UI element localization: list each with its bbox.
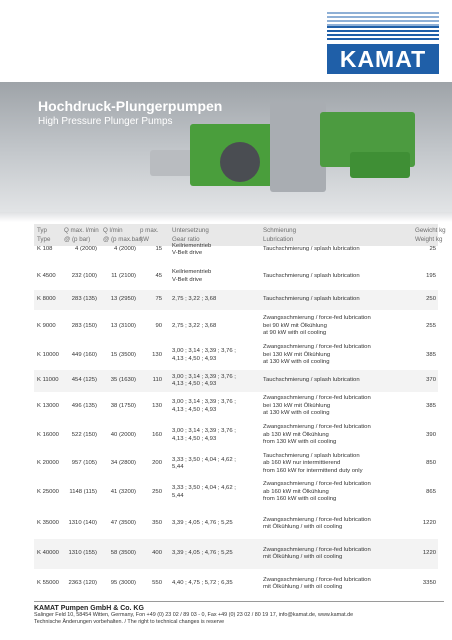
cell-lubrication-line: from 130 kW with oil cooling — [263, 439, 337, 446]
cell-gear-line: 2,75 ; 3,22 ; 3,68 — [172, 322, 217, 329]
cell-qmax: 283 (135) — [71, 296, 97, 302]
cell-gear-line: 4,13 ; 4,50 ; 4,93 — [172, 435, 217, 442]
cell-lubrication-line: Tauchschmierung / splash lubrication — [263, 272, 360, 279]
cell-lubrication-line: Tauchschmierung / splash lubrication — [263, 452, 360, 459]
cell-kw: 400 — [152, 550, 162, 556]
cell-lubrication-line: bei 90 kW mit Ölkühlung — [263, 322, 327, 329]
cell-weight: 1220 — [422, 520, 436, 526]
cell-lubrication-line: Zwangsschmierung / force-fed lubrication — [263, 481, 371, 488]
cell-type: K 25000 — [37, 488, 59, 495]
footer-company: KAMAT Pumpen GmbH & Co. KG — [34, 605, 144, 612]
column-header: Weight kg — [415, 236, 443, 243]
cell-lubrication-line: bei 130 kW mit Ölkühlung — [263, 402, 331, 409]
cell-gear-line: 3,39 ; 4,05 ; 4,76 ; 5,25 — [172, 520, 233, 527]
cell-kw: 550 — [152, 580, 162, 586]
cell-q: 58 (3500) — [110, 550, 136, 556]
pump-image-part — [270, 102, 326, 192]
column-header: Q max. l/min — [64, 227, 99, 234]
cell-weight: 385 — [426, 402, 436, 409]
cell-type: K 108 — [37, 246, 53, 252]
column-header: Typ — [37, 227, 47, 234]
cell-type: K 9000 — [37, 322, 56, 329]
cell-q: 41 (3200) — [110, 488, 136, 495]
cell-type: K 10000 — [37, 351, 59, 358]
cell-lubrication-line: mit Ölkühlung / with oil cooling — [263, 524, 343, 530]
cell-gear-line: 5,44 — [172, 464, 184, 470]
cell-kw: 350 — [152, 520, 162, 526]
cell-type: K 16000 — [37, 431, 59, 438]
footer-note: Technische Änderungen vorbehalten. / The right to technical changes is reserve — [34, 619, 225, 625]
cell-q: 35 (1630) — [110, 377, 136, 383]
cell-gear-line: 3,00 ; 3,14 ; 3,39 ; 3,76 ; — [172, 348, 236, 355]
cell-weight: 370 — [426, 377, 436, 383]
cell-lubrication-line: at 130 kW with oil cooling — [263, 359, 330, 366]
cell-lubrication-line: from 160 kW for intermittend duty only — [263, 467, 363, 474]
cell-gear-line: 4,40 ; 4,75 ; 5,72 ; 6,35 — [172, 580, 233, 587]
cell-type: K 20000 — [37, 460, 59, 466]
cell-weight: 25 — [429, 246, 436, 252]
cell-type: K 35000 — [37, 520, 59, 526]
cell-weight: 390 — [426, 431, 436, 438]
footer-address: Salinger Feld 10, 58454 Witten, Germany, Fon +49 (0) 23 02 / 89 03 - 0, Fax +49 (0) 23 02 / 80 19 17, info@kamat.de, www.kamat.de — [34, 612, 354, 618]
cell-qmax: 957 (105) — [71, 460, 97, 466]
cell-lubrication-line: Zwangsschmierung / force-fed lubrication — [263, 344, 371, 351]
pump-image-part — [220, 142, 260, 182]
cell-q: 13 (2950) — [110, 296, 136, 302]
cell-gear-line: 3,00 ; 3,14 ; 3,39 ; 3,76 ; — [172, 428, 236, 435]
cell-lubrication-line: bei 130 kW mit Ölkühlung — [263, 351, 331, 358]
cell-qmax: 454 (125) — [71, 377, 97, 383]
cell-qmax: 522 (150) — [71, 431, 97, 438]
cell-type: K 13000 — [37, 402, 59, 409]
cell-gear-line: 2,75 ; 3,22 ; 3,68 — [172, 296, 217, 303]
cell-q: 40 (2000) — [110, 431, 136, 438]
column-header: @ (p max.bar) — [103, 236, 143, 243]
cell-qmax: 2363 (120) — [68, 580, 97, 586]
column-header: p max. — [140, 227, 159, 234]
cell-kw: 130 — [152, 351, 162, 358]
cell-kw: 130 — [152, 402, 162, 409]
cell-lubrication-line: ab 160 kW nur intermittierend — [263, 460, 341, 467]
column-header: Untersetzung — [172, 227, 209, 234]
cell-kw: 250 — [152, 488, 162, 495]
column-header: Type — [37, 236, 51, 243]
column-header: Schmierung — [263, 227, 297, 234]
cell-kw: 160 — [152, 431, 162, 438]
page-title: Hochdruck-Plungerpumpen — [38, 98, 223, 114]
cell-lubrication-line: Zwangsschmierung / force-fed lubrication — [263, 424, 371, 431]
column-header: Gewicht kg — [415, 227, 446, 234]
cell-lubrication-line: mit Ölkühlung / with oil cooling — [263, 554, 343, 560]
cell-q: 15 (3500) — [110, 351, 136, 358]
cell-kw: 110 — [152, 377, 162, 383]
cell-qmax: 232 (100) — [71, 272, 97, 279]
cell-q: 13 (3100) — [110, 322, 136, 329]
cell-qmax: 449 (160) — [71, 351, 97, 358]
cell-weight: 195 — [426, 272, 436, 279]
hero-fade — [0, 212, 452, 222]
cell-lubrication-line: Zwangsschmierung / force-fed lubrication — [263, 516, 371, 523]
logo-wordmark: KAMAT — [327, 44, 439, 74]
cell-qmax: 1310 (140) — [68, 520, 97, 526]
cell-qmax: 1310 (155) — [68, 550, 97, 556]
cell-lubrication-line: ab 160 kW mit Ölkühlung — [263, 488, 329, 495]
cell-lubrication-line: ab 130 kW mit Ölkühlung — [263, 431, 329, 438]
cell-gear-line: 5,44 — [172, 492, 184, 499]
cell-lubrication-line: Zwangsschmierung / force-fed lubrication — [263, 395, 371, 402]
cell-kw: 45 — [155, 272, 162, 279]
cell-type: K 4500 — [37, 272, 56, 279]
cell-lubrication-line: Tauchschmierung / splash lubrication — [263, 377, 360, 384]
cell-q: 34 (2800) — [110, 460, 136, 466]
column-header: Q l/min — [103, 227, 123, 234]
cell-q: 95 (3000) — [110, 580, 136, 586]
cell-lubrication-line: at 90 kW with oil cooling — [263, 330, 327, 337]
cell-lubrication-line: mit Ölkühlung / with oil cooling — [263, 584, 343, 590]
cell-gear-line: 3,39 ; 4,05 ; 4,76 ; 5,25 — [172, 550, 233, 557]
cell-qmax: 4 (2000) — [75, 246, 97, 252]
cell-kw: 75 — [155, 296, 162, 302]
logo-stripes-dark — [327, 26, 439, 42]
cell-weight: 385 — [426, 351, 436, 358]
cell-gear-line: 3,33 ; 3,50 ; 4,04 ; 4,62 ; — [172, 456, 236, 463]
column-header: kW — [140, 236, 149, 243]
cell-gear-line: V-Belt drive — [172, 250, 203, 256]
cell-gear-line: 3,00 ; 3,14 ; 3,39 ; 3,76 ; — [172, 373, 236, 380]
cell-gear-line: 3,33 ; 3,50 ; 4,04 ; 4,62 ; — [172, 485, 236, 492]
cell-gear-line: 4,13 ; 4,50 ; 4,93 — [172, 406, 217, 413]
pump-image-part — [350, 152, 410, 178]
cell-kw: 15 — [155, 246, 162, 252]
cell-gear-line: 3,00 ; 3,14 ; 3,39 ; 3,76 ; — [172, 399, 236, 406]
cell-type: K 8000 — [37, 296, 56, 302]
column-header: @ (p bar) — [64, 236, 91, 243]
cell-q: 11 (2100) — [111, 272, 136, 279]
cell-lubrication-line: Zwangsschmierung / force-fed lubrication — [263, 315, 371, 322]
cell-gear-line: Keilriementrieb — [172, 269, 212, 276]
cell-weight: 3350 — [422, 580, 436, 586]
cell-qmax: 496 (135) — [71, 402, 97, 409]
cell-weight: 850 — [426, 460, 436, 466]
column-header: Lubrication — [263, 236, 294, 243]
cell-type: K 11000 — [37, 377, 59, 383]
cell-weight: 250 — [426, 296, 436, 302]
cell-kw: 200 — [152, 460, 162, 466]
cell-gear-line: Keilriementrieb — [172, 242, 212, 249]
cell-lubrication-line: Tauchschmierung / splash lubrication — [263, 296, 360, 303]
cell-weight: 255 — [426, 322, 436, 329]
cell-weight: 1220 — [422, 550, 436, 556]
kamat-logo — [327, 12, 439, 74]
cell-type: K 55000 — [37, 580, 59, 586]
cell-lubrication-line: from 160 kW with oil cooling — [263, 496, 337, 503]
column-header: Gear ratio — [172, 236, 200, 243]
cell-type: K 40000 — [37, 550, 59, 556]
page-subtitle: High Pressure Plunger Pumps — [38, 116, 173, 127]
cell-lubrication-line: at 130 kW with oil cooling — [263, 410, 330, 417]
cell-q: 4 (2000) — [114, 246, 136, 252]
cell-lubrication-line: Zwangsschmierung / force-fed lubrication — [263, 576, 371, 583]
cell-qmax: 1148 (115) — [69, 488, 97, 495]
cell-lubrication-line: Zwangsschmierung / force-fed lubrication — [263, 546, 371, 553]
cell-weight: 865 — [426, 488, 436, 495]
cell-q: 38 (1750) — [110, 402, 136, 409]
cell-gear-line: 4,13 ; 4,50 ; 4,93 — [172, 381, 217, 387]
cell-q: 47 (3500) — [110, 520, 136, 526]
footer — [34, 601, 444, 626]
cell-kw: 90 — [155, 322, 162, 329]
cell-qmax: 283 (150) — [71, 322, 97, 329]
cell-lubrication-line: Tauchschmierung / splash lubrication — [263, 246, 360, 253]
cell-gear-line: V-Belt drive — [172, 276, 203, 283]
cell-gear-line: 4,13 ; 4,50 ; 4,93 — [172, 355, 217, 362]
